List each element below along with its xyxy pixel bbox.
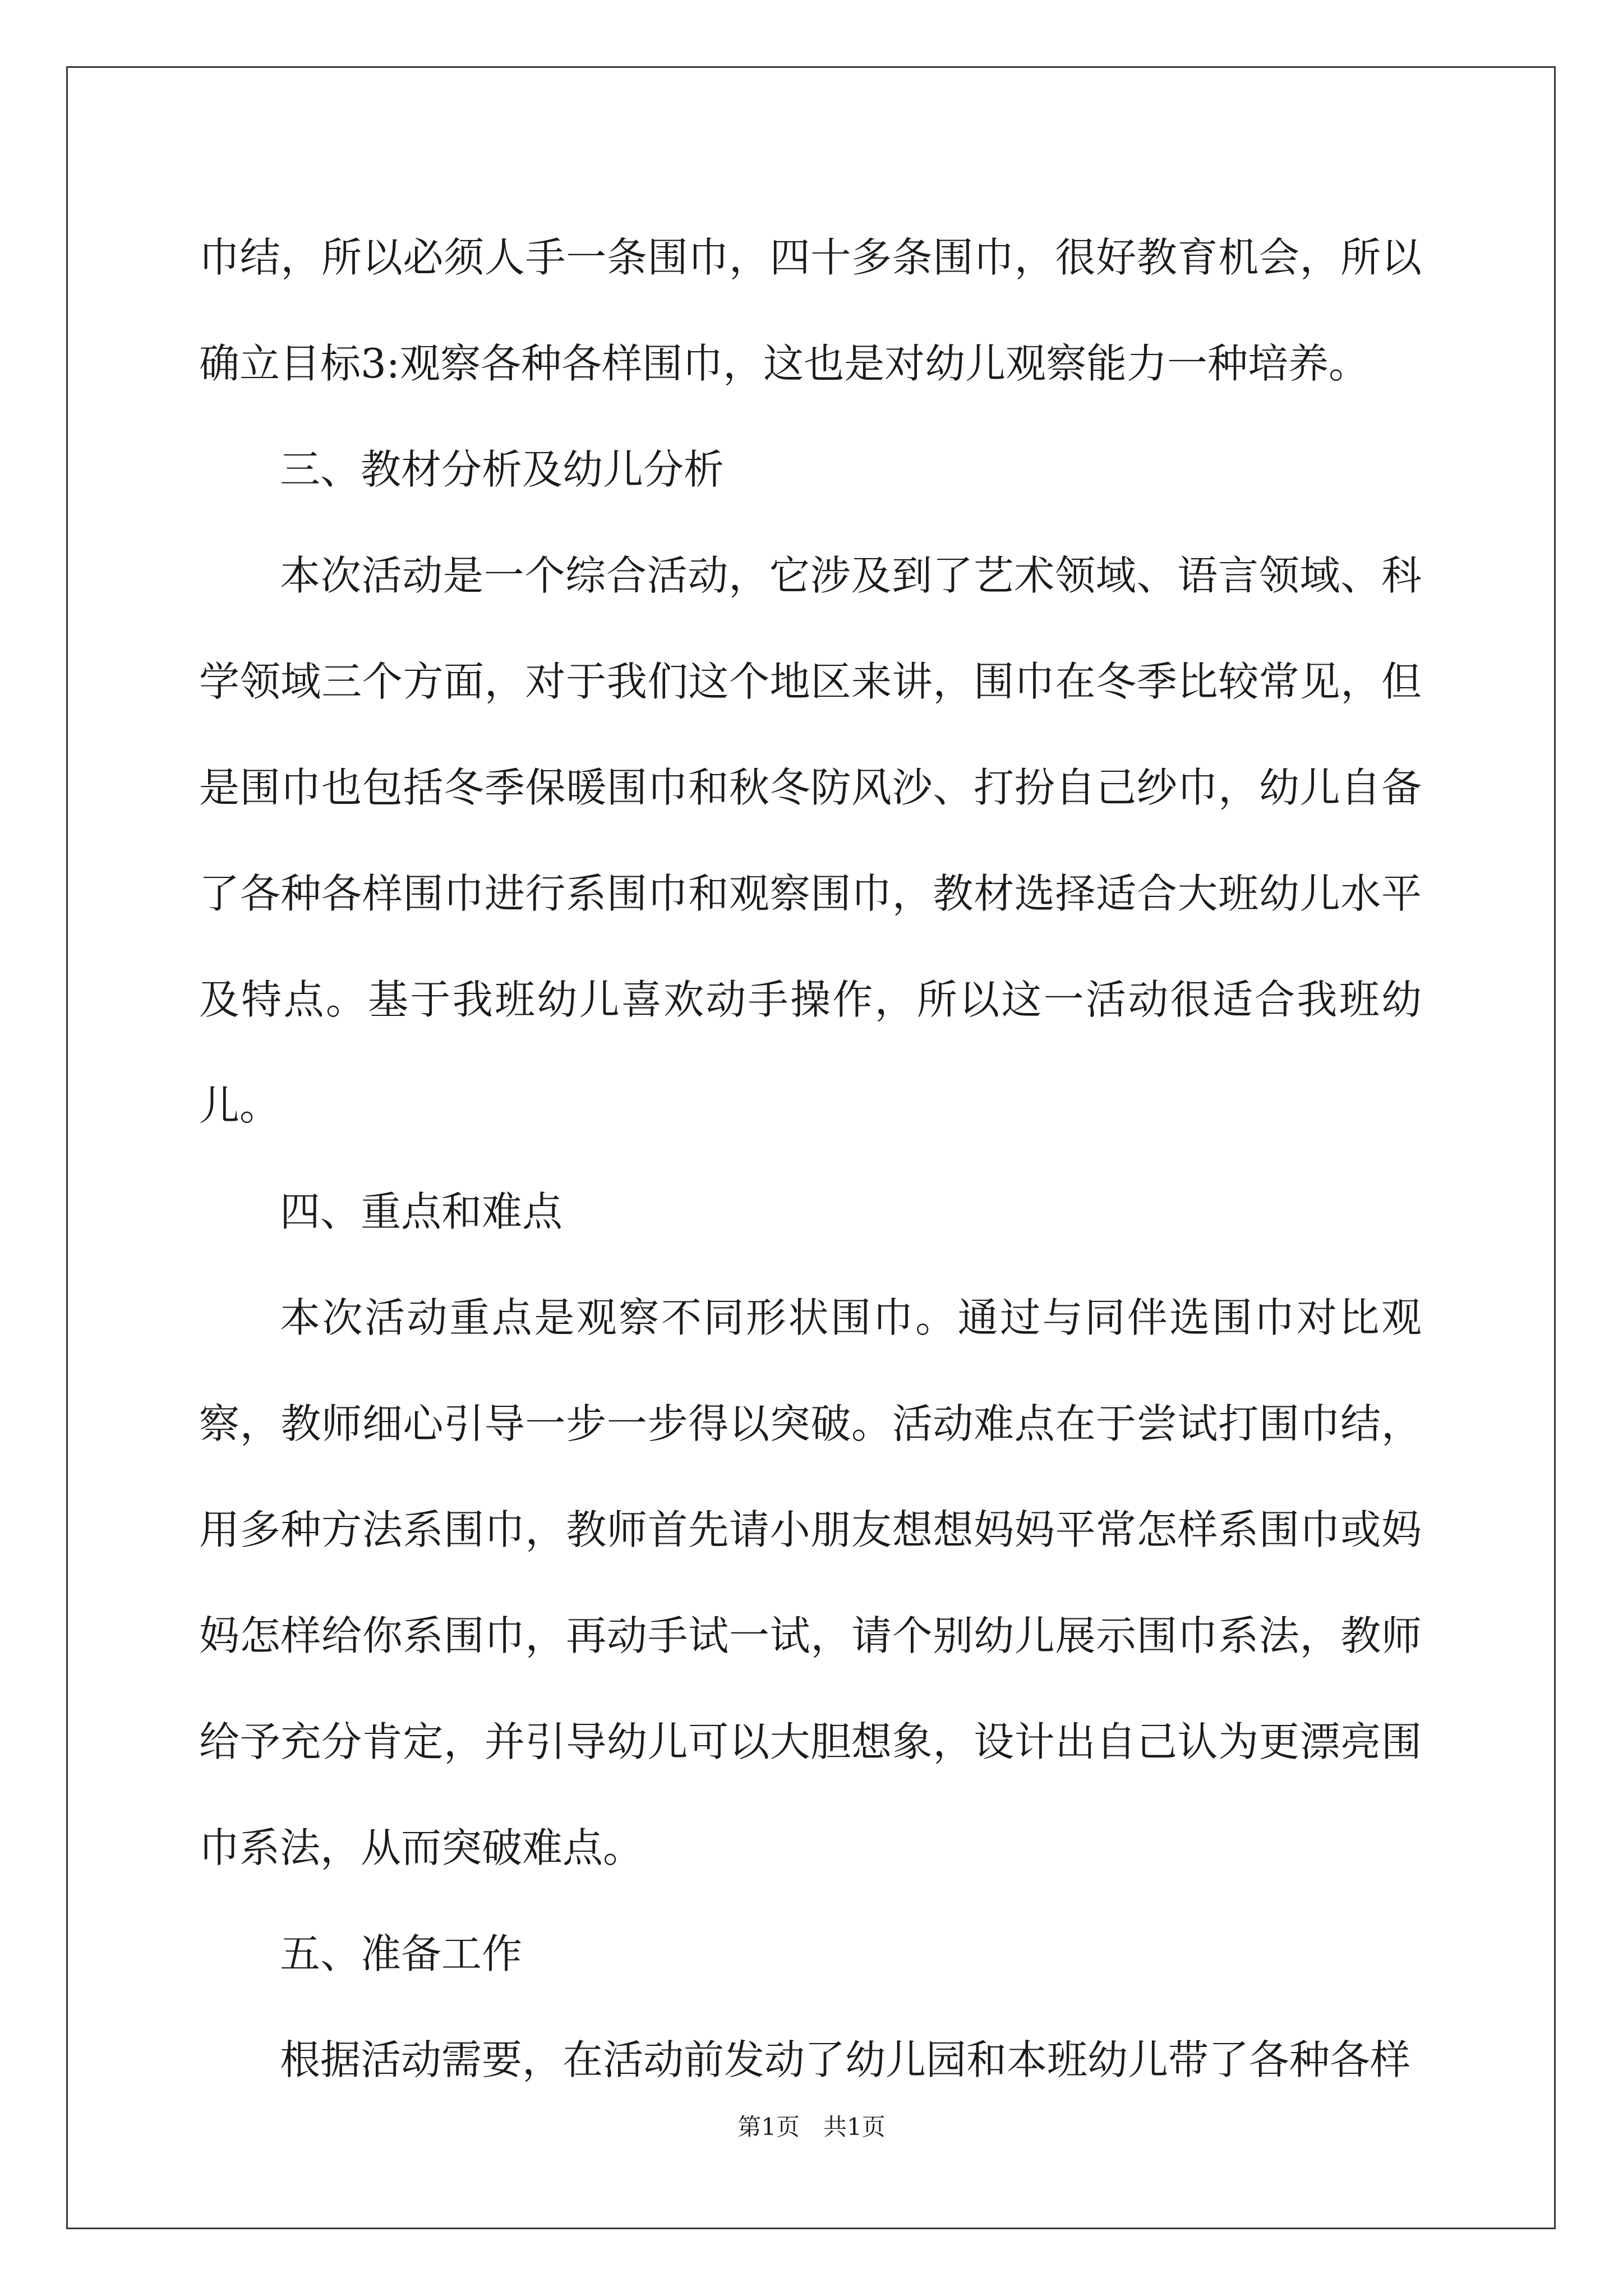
paragraph-1: 巾结，所以必须人手一条围巾，四十多条围巾，很好教育机会，所以确立目标3:观察各种各样围巾，这也是对幼儿观察能力一种培养。 xyxy=(199,234,1422,387)
section-heading-4: 四、重点和难点 xyxy=(280,1188,563,1235)
document-body xyxy=(199,205,1422,2113)
paragraph-5: 本次活动重点是观察不同形状围巾。通过与同伴选围巾对比观察，教师细心引导一步一步得以突破。活动难点在于尝试打围巾结，用多种方法系围巾，教师首先请小朋友想想妈妈平常怎样系围巾或妈妈怎样给你系围巾，再动手试一试，请个别幼儿展示围巾系法，教师给予充分肯定，并引导幼儿可以大胆想象，设计出自己认为更漂亮围巾系法，从而突破难点。 xyxy=(199,1294,1422,1871)
section-heading-3: 三、教材分析及幼儿分析 xyxy=(280,446,725,493)
page-footer: 第1页 共1页 xyxy=(737,2113,886,2141)
section-heading-5: 五、准备工作 xyxy=(280,1930,523,1977)
paragraph-7: 根据活动需要，在活动前发动了幼儿园和本班幼儿带了各种各样 xyxy=(280,2036,1411,2083)
paragraph-3: 本次活动是一个综合活动，它涉及到了艺术领域、语言领域、科学领域三个方面，对于我们这个地区来讲，围巾在冬季比较常见，但是围巾也包括冬季保暖围巾和秋冬防风沙、打扮自己纱巾，幼儿自备了各种各样围巾进行系围巾和观察围巾，教材选择适合大班幼儿水平及特点。基于我班幼儿喜欢动手操作，所以这一活动很适合我班幼儿。 xyxy=(199,552,1422,1129)
